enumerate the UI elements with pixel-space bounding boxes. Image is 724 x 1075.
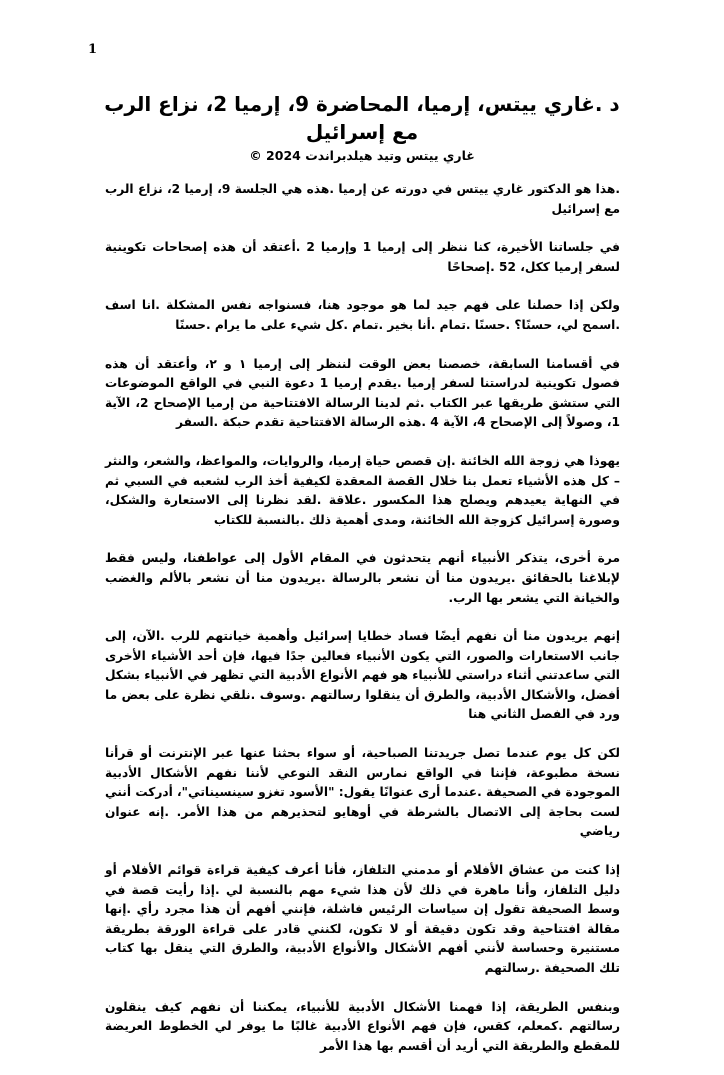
paragraph: .هذا هو الدكتور غاري ييتس في دورته عن إرميا .هذه هي الجلسة 9، إرميا 2، نزاع الرب مع إسرائيل — [105, 182, 620, 216]
page-number: 1 — [88, 42, 98, 57]
paragraph: إذا كنت من عشاق الأفلام أو مدمني التلفاز، فأنا أعرف كيفية قراءة قوائم الأفلام أو دليل التلفاز، وأنا ماهرة في ذلك لأن هذا شيء مهم بالنسبة لي .إذا رأيت قصة في وسط الصحيفة تقول إن سياسات الرئيس فاشلة، فإنني أفهم أن هذا مجرد رأي .إنها مقالة افتتاحية وقد تكون دقيقة أو لا تكون، لكنني قادر على قراءة الورقة بطريقة مستنيرة وحساسة لأنني أفهم الأشكال والأنواع الأدبية، والطرق التي ينقل بها كتاب تلك الصحيفة .رسالتهم — [105, 863, 620, 975]
paragraph: يهوذا هي زوجة الله الخائنة .إن قصص حياة إرميا، والروايات، والمواعظ، والشعر، والنثر – كل هذه الأشياء تعمل بنا خلال القصة المعقدة لكيفية أخذ الرب لشعبه في السبي ثم في النهاية يعيدهم ويصلح هذا المكسور .علاقة .لقد نظرنا إلى الاستعارة والشكل، وصورة إسرائيل كزوجة الله الخائنة، ومدى أهمية ذلك .بالنسبة للكتاب — [105, 453, 620, 527]
paragraph: لكن كل يوم عندما تصل جريدتنا الصباحية، أو سواء بحثنا عنها عبر الإنترنت أو قرأنا نسخة مطبوعة، فإننا في الواقع نمارس النقد النوعي لأننا نفهم الأشكال الأدبية الموجودة في الصحيفة .عندما أرى عنوانًا يقول: "الأسود تغزو سينسيناتي"، أدركت أنني لست بحاجة إلى الاتصال بالشرطة في أوهايو لتحذيرهم من هذا الأمر. .إنه عنوان رياضي — [105, 746, 620, 839]
document-body — [105, 180, 620, 1075]
paragraph: في أقسامنا السابقة، خصصنا بعض الوقت لننظر إلى إرميا ١ و ٢، وأعتقد أن هذه فصول تكوينية لدراستنا لسفر إرميا .يقدم إرميا 1 دعوة النبي في الواقع الموضوعات التي ستشق طريقها عبر الكتاب .ثم لدينا الرسالة الافتتاحية من إرميا الإصحاح 2، الآية 1، وصولاً إلى الإصحاح 4، الآية 4 .هذه الرسالة الافتتاحية تقدم حبكة .السفر — [105, 356, 621, 430]
paragraph: مرة أخرى، يتذكر الأنبياء أنهم يتحدثون في المقام الأول إلى عواطفنا، وليس فقط لإبلاغنا بالحقائق .يريدون منا أن نشعر بالرسالة .يريدون منا أن نشعر بالألم والغضب والخيانة التي يشعر بها الرب. — [105, 551, 620, 605]
title-block — [90, 90, 634, 163]
paragraph: في جلساتنا الأخيرة، كنا ننظر إلى إرميا 1 وإرميا 2 .أعتقد أن هذه إصحاحات تكوينية لسفر إرميا ككل، 52 .إصحاحًا — [105, 240, 620, 274]
document-title: د .غاري ييتس، إرميا، المحاضرة 9، إرميا 2، نزاع الرب مع إسرائيل — [104, 92, 620, 144]
paragraph: ولكن إذا حصلنا على فهم جيد لما هو موجود هنا، فسنواجه نفس المشكلة .انا اسف .اسمح لي، حسنًا؟ .حسنًا .تمام .أنا بخير .تمام .كل شيء على ما يرام .حسنًا — [105, 298, 620, 332]
paragraph: إنهم يريدون منا أن نفهم أيضًا فساد خطايا إسرائيل وأهمية خيانتهم للرب .الآن، إلى جانب الاستعارات والصور، التي يكون الأنبياء فعالين جدًا فيها، فإن أحد الأشياء الأخرى التي ساعدتني أثناء دراستي للأنبياء هو فهم الأنواع الأدبية التي تظهر في الأنبياء بشكل أفضل، والأشكال الأدبية، والطرق أن ينقلوا رسالتهم .وسوف .نلقي نظرة على بعض ما ورد في الفصل الثاني هنا — [105, 629, 620, 722]
paragraph: وبنفس الطريقة، إذا فهمنا الأشكال الأدبية للأنبياء، يمكننا أن نفهم كيف ينقلون رسالتهم .كمعلم، كقس، فإن فهم الأنواع الأدبية غالبًا ما يوفر لي الخطوط العريضة للمقطع والطريقة التي أريد أن أقسم بها هذا الأمر — [105, 999, 620, 1053]
copyright-line: غاري ييتس وتيد هيلدبراندت 2024 © — [249, 148, 475, 163]
